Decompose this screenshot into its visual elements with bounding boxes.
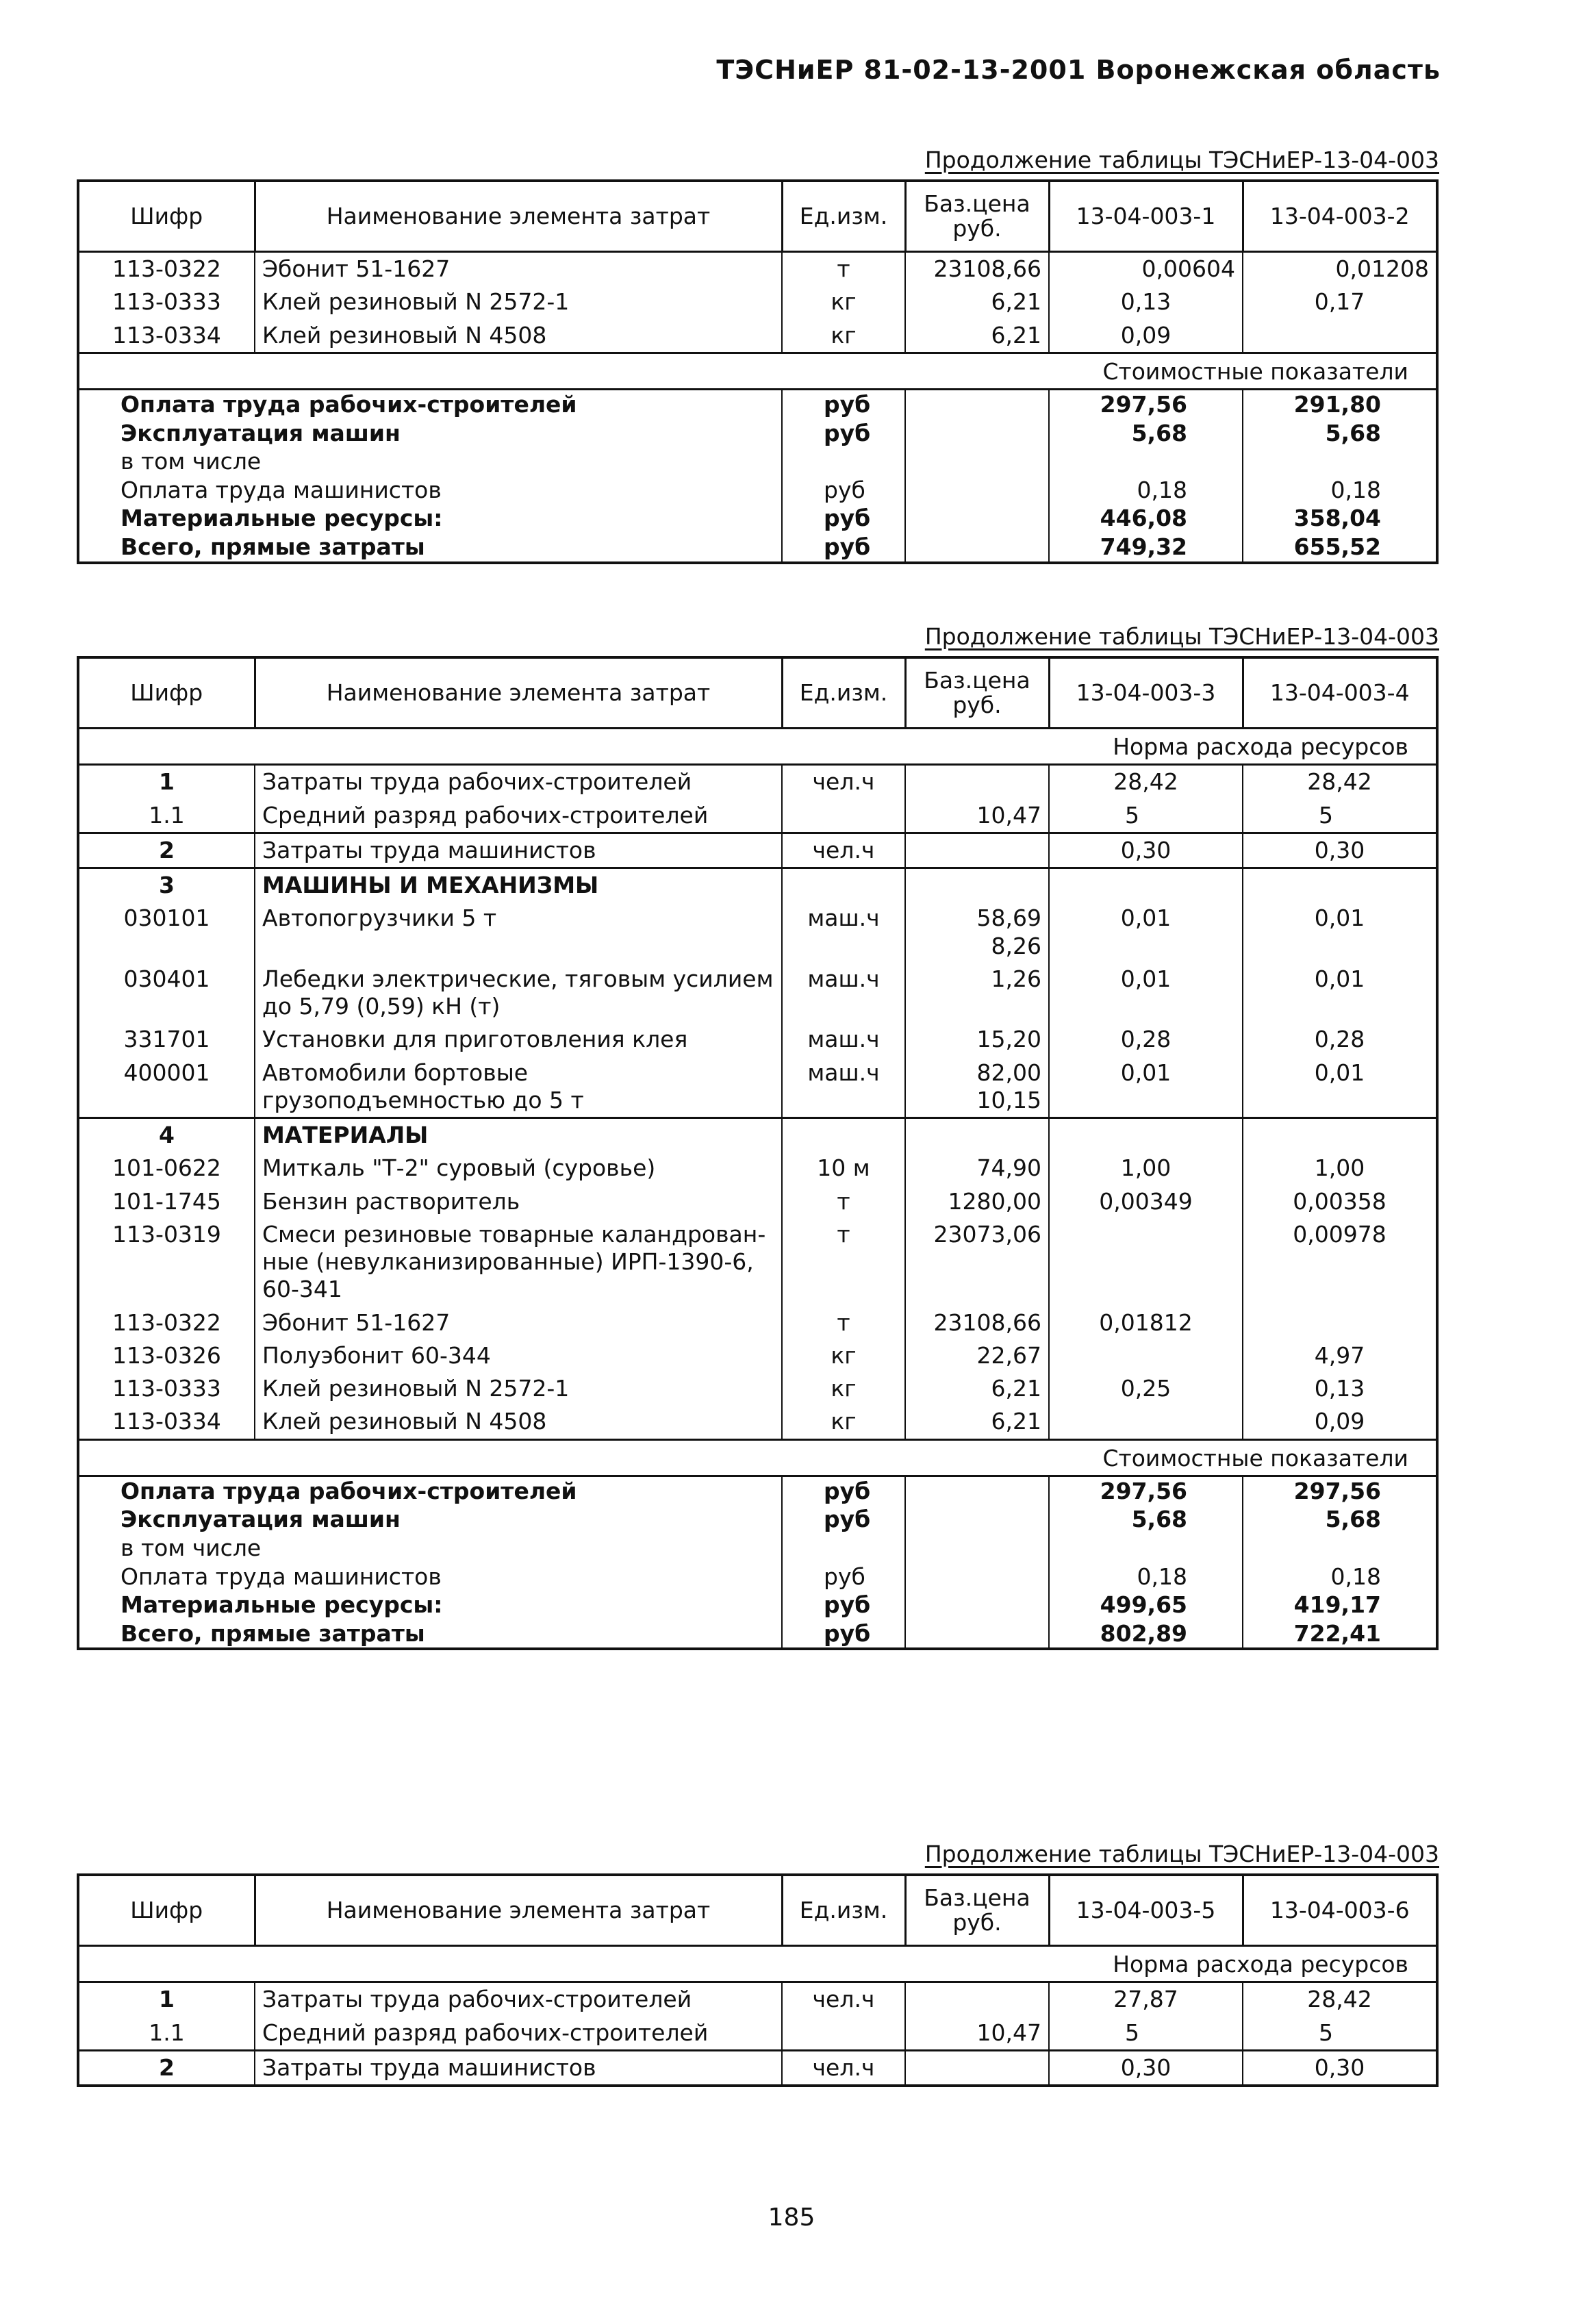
table-row	[78, 319, 1437, 353]
cost-row-total: Всего, прямые затраты руб 749,32 655,52	[78, 533, 1437, 563]
table-row: 113-0322 Эбонит 51-1627 т 23108,66 0,01812	[78, 1306, 1437, 1339]
cost-row-materials: Материальные ресурсы: руб 499,65 419,17	[78, 1591, 1437, 1619]
cost-row-materials: Материальные ресурсы: руб 446,08 358,04	[78, 504, 1437, 533]
code-cell: 113-0333	[78, 286, 255, 318]
col-price: Баз.цена руб.	[905, 1875, 1049, 1946]
value-cell	[1243, 319, 1437, 353]
name-cell: Эбонит 51-1627	[255, 252, 782, 286]
cost-row-total: Всего, прямые затраты руб 802,89 722,41	[78, 1619, 1437, 1650]
table-header-row	[78, 657, 1437, 729]
value-cell: 0,17	[1243, 286, 1437, 318]
continuation-caption: Продолжение таблицы ТЭСНиЕР-13-04-003	[924, 147, 1439, 173]
price-cell: 6,21	[905, 319, 1049, 353]
table-row: 113-0319 Смеси резиновые товарные каландрован-ные (невулканизированные) ИРП-1390-6, 60-341 т 23073,06 0,00978	[78, 1218, 1437, 1306]
table-row	[78, 252, 1437, 286]
col-unit: Ед.изм.	[782, 181, 905, 252]
table-row	[78, 286, 1437, 318]
table-row: 1 Затраты труда рабочих-строителей чел.ч 28,42 28,42	[78, 765, 1437, 799]
table-row: 2 Затраты труда машинистов чел.ч 0,30 0,30	[78, 2050, 1437, 2086]
table-row: 101-1745 Бензин растворитель т 1280,00 0,00349 0,00358	[78, 1185, 1437, 1218]
col-code: Шифр	[78, 1875, 255, 1946]
unit-cell: т	[782, 252, 905, 286]
table-1	[77, 179, 1439, 564]
cost-row-including: в том числе	[78, 447, 1437, 476]
col-unit: Ед.изм.	[782, 657, 905, 729]
cost-indicators-banner: Стоимостные показатели	[78, 353, 1437, 389]
code-cell: 113-0334	[78, 319, 255, 353]
cost-row-operators: Оплата труда машинистов руб 0,18 0,18	[78, 476, 1437, 505]
table-row: 113-0334 Клей резиновый N 4508 кг 6,21 0,09	[78, 1405, 1437, 1439]
cost-row-operators: Оплата труда машинистов руб 0,18 0,18	[78, 1563, 1437, 1591]
table-row: 113-0333 Клей резиновый N 2572-1 кг 6,21 0,25 0,13	[78, 1372, 1437, 1405]
table-row: 030401 Лебедки электрические, тяговым усилием до 5,79 (0,59) кН (т) маш.ч 1,26 0,01 0,01	[78, 963, 1437, 1024]
unit-cell: кг	[782, 319, 905, 353]
table-2	[77, 656, 1439, 1650]
section-heading-row: 4 МАТЕРИАЛЫ	[78, 1118, 1437, 1152]
table-row: 1.1 Средний разряд рабочих-строителей 10,47 5 5	[78, 799, 1437, 833]
resource-norm-banner: Норма расхода ресурсов	[78, 729, 1437, 765]
table-row: 1.1 Средний разряд рабочих-строителей 10,47 5 5	[78, 2017, 1437, 2051]
resource-norm-banner: Норма расхода ресурсов	[78, 1946, 1437, 1982]
price-cell: 6,21	[905, 286, 1049, 318]
table-row: 2 Затраты труда машинистов чел.ч 0,30 0,30	[78, 833, 1437, 868]
cost-row-including: в том числе	[78, 1534, 1437, 1563]
col-name: Наименование элемента затрат	[255, 1875, 782, 1946]
price-cell: 23108,66	[905, 252, 1049, 286]
col-13-04-003-4: 13-04-003-4	[1243, 657, 1437, 729]
col-13-04-003-2: 13-04-003-2	[1243, 181, 1437, 252]
table-row: 101-0622 Миткаль "Т-2" суровый (суровье) 10 м 74,90 1,00 1,00	[78, 1152, 1437, 1185]
document-header: ТЭСНиЕР 81-02-13-2001 Воронежская область	[716, 55, 1441, 85]
continuation-caption: Продолжение таблицы ТЭСНиЕР-13-04-003	[924, 1841, 1439, 1867]
col-code: Шифр	[78, 657, 255, 729]
col-13-04-003-3: 13-04-003-3	[1049, 657, 1243, 729]
table-row: 331701 Установки для приготовления клея маш.ч 15,20 0,28 0,28	[78, 1023, 1437, 1056]
col-13-04-003-5: 13-04-003-5	[1049, 1875, 1243, 1946]
col-13-04-003-1: 13-04-003-1	[1049, 181, 1243, 252]
table-row: 1 Затраты труда рабочих-строителей чел.ч 27,87 28,42	[78, 1982, 1437, 2017]
table-row: 113-0326 Полуэбонит 60-344 кг 22,67 4,97	[78, 1339, 1437, 1372]
table-3	[77, 1873, 1439, 2087]
table-row: 030101 Автопогрузчики 5 т маш.ч 58,69 8,26 0,01 0,01	[78, 902, 1437, 963]
cost-row-labor: Оплата труда рабочих-строителей руб 297,56 297,56	[78, 1476, 1437, 1505]
value-cell: 0,09	[1049, 319, 1243, 353]
col-price: Баз.цена руб.	[905, 657, 1049, 729]
table-header-row	[78, 181, 1437, 252]
value-cell: 0,13	[1049, 286, 1243, 318]
name-cell: Клей резиновый N 4508	[255, 319, 782, 353]
col-name: Наименование элемента затрат	[255, 657, 782, 729]
cost-row-machines: Эксплуатация машин руб 5,68 5,68	[78, 1505, 1437, 1534]
cost-row-machines: Эксплуатация машин руб 5,68 5,68	[78, 419, 1437, 448]
unit-cell: кг	[782, 286, 905, 318]
code-cell: 113-0322	[78, 252, 255, 286]
col-13-04-003-6: 13-04-003-6	[1243, 1875, 1437, 1946]
section-heading-row: 3 МАШИНЫ И МЕХАНИЗМЫ	[78, 868, 1437, 902]
name-cell: Клей резиновый N 2572-1	[255, 286, 782, 318]
page-number: 185	[768, 2203, 815, 2232]
col-name: Наименование элемента затрат	[255, 181, 782, 252]
table-row: 400001 Автомобили бортовые грузоподъемностью до 5 т маш.ч 82,00 10,15 0,01 0,01	[78, 1057, 1437, 1118]
value-cell: 0,00604	[1049, 252, 1243, 286]
col-unit: Ед.изм.	[782, 1875, 905, 1946]
continuation-caption: Продолжение таблицы ТЭСНиЕР-13-04-003	[924, 623, 1439, 650]
value-cell: 0,01208	[1243, 252, 1437, 286]
col-code: Шифр	[78, 181, 255, 252]
cost-indicators-banner: Стоимостные показатели	[78, 1439, 1437, 1476]
cost-row-labor: Оплата труда рабочих-строителей руб 297,56 291,80	[78, 390, 1437, 419]
table-header-row	[78, 1875, 1437, 1946]
col-price: Баз.цена руб.	[905, 181, 1049, 252]
